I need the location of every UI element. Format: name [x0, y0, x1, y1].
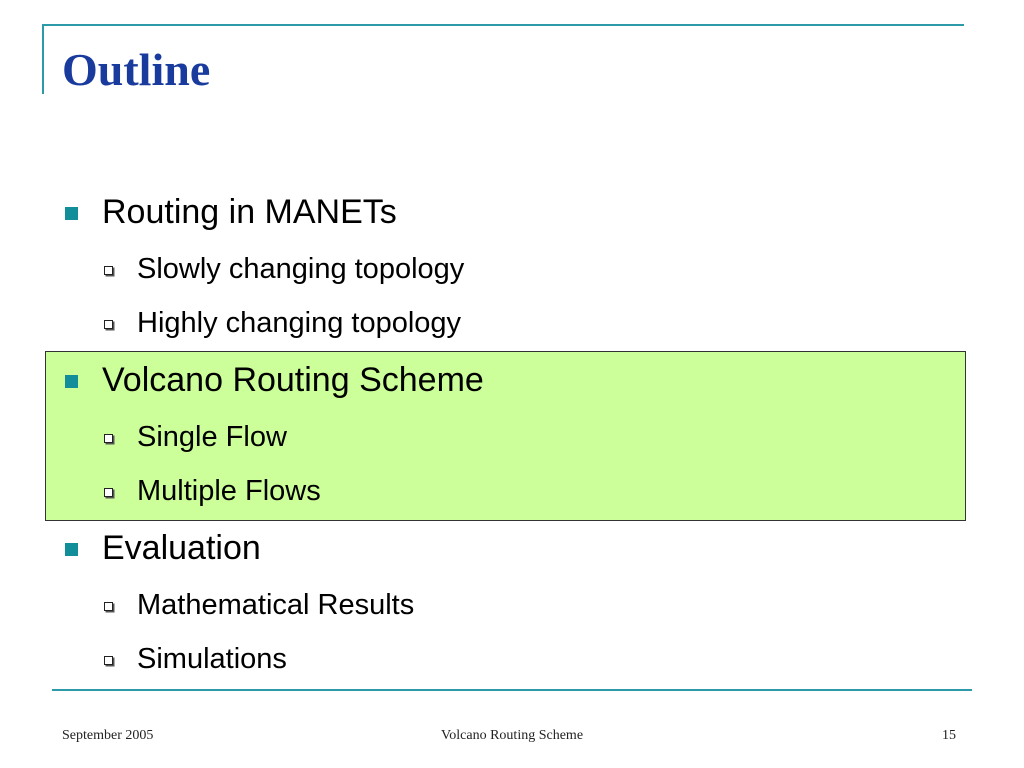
footer-date: September 2005 [62, 728, 154, 743]
hollow-square-bullet-icon [104, 434, 113, 443]
hollow-square-bullet-icon [104, 320, 113, 329]
bullet-evaluation: Evaluation [102, 529, 261, 567]
slide-title: Outline [62, 44, 211, 95]
filled-square-bullet-icon [65, 543, 78, 556]
hollow-square-bullet-icon [104, 656, 113, 665]
hollow-square-bullet-icon [104, 266, 113, 275]
footer-presentation-title: Volcano Routing Scheme [440, 728, 584, 743]
footer-page-number: 15 [942, 728, 956, 743]
sub-bullet-slowly-changing-topology: Slowly changing topology [137, 253, 465, 285]
filled-square-bullet-icon [65, 375, 78, 388]
filled-square-bullet-icon [65, 207, 78, 220]
footer-rule [52, 689, 972, 691]
sub-bullet-mathematical-results: Mathematical Results [137, 589, 415, 621]
hollow-square-bullet-icon [104, 488, 113, 497]
bullet-volcano-routing-scheme: Volcano Routing Scheme [102, 361, 484, 399]
sub-bullet-simulations: Simulations [137, 643, 287, 675]
sub-bullet-multiple-flows: Multiple Flows [137, 475, 321, 507]
hollow-square-bullet-icon [104, 602, 113, 611]
bullet-routing-in-manets: Routing in MANETs [102, 193, 397, 231]
sub-bullet-highly-changing-topology: Highly changing topology [137, 307, 462, 339]
sub-bullet-single-flow: Single Flow [137, 421, 287, 453]
